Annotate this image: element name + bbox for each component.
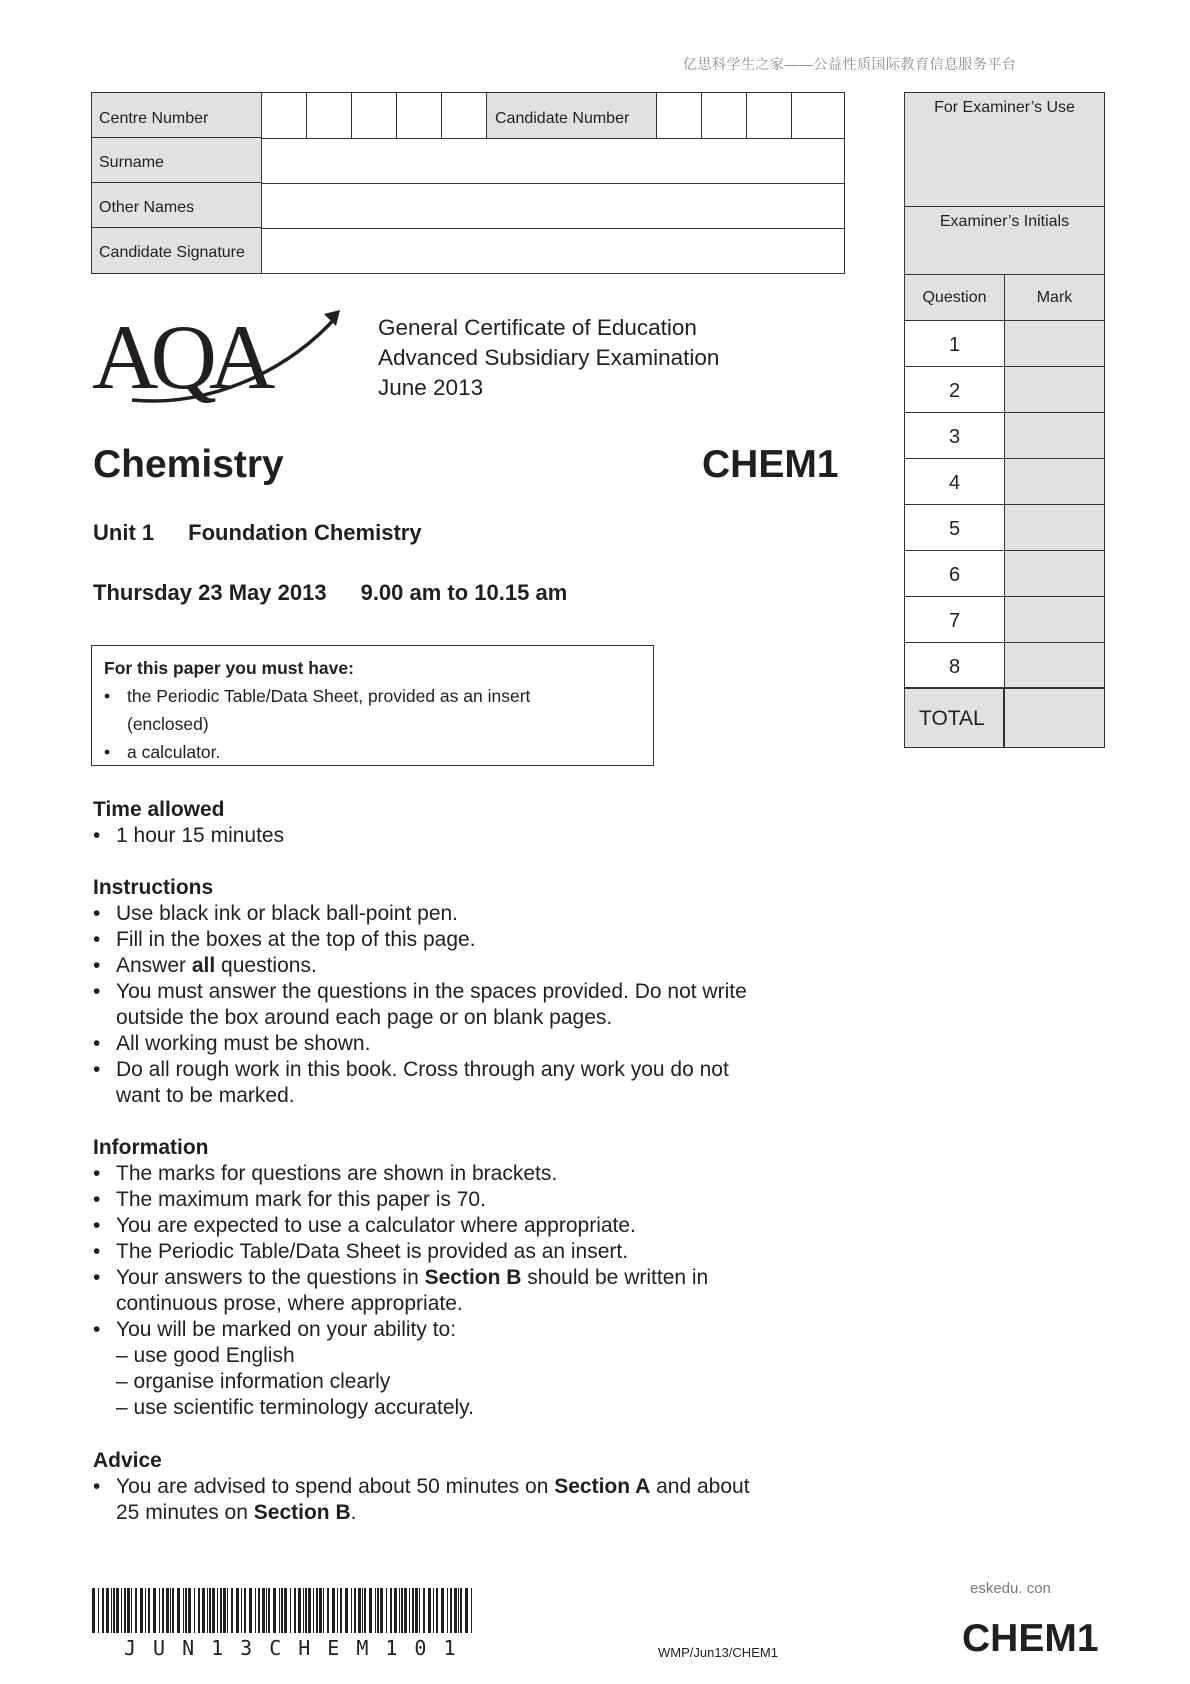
question-number: 2 (905, 367, 1005, 413)
examiner-use-table (904, 92, 1105, 748)
materials-item: • a calculator. (104, 738, 641, 766)
mark-cell[interactable] (1005, 643, 1104, 689)
centre-number-box[interactable] (307, 93, 352, 138)
question-number: 7 (905, 597, 1005, 643)
mark-cell[interactable] (1005, 413, 1104, 459)
question-number: 3 (905, 413, 1005, 459)
site-watermark: eskedu. con (970, 1580, 1051, 1597)
candidate-number-box[interactable] (792, 93, 837, 138)
other-names-field[interactable] (262, 183, 844, 229)
list-item: • You will be marked on your ability to: (93, 1317, 708, 1343)
list-item: • All working must be shown. (93, 1031, 747, 1057)
exam-date: Thursday 23 May 2013 (93, 580, 327, 605)
list-item: • The marks for questions are shown in brackets. (93, 1161, 708, 1187)
materials-box (91, 645, 654, 766)
total-label: TOTAL (905, 689, 1005, 747)
unit-number: Unit 1 (93, 520, 155, 545)
centre-number-box[interactable] (352, 93, 397, 138)
materials-item-continued: (enclosed) (127, 714, 209, 734)
list-item: • The Periodic Table/Data Sheet is provided as an insert. (93, 1239, 708, 1265)
list-item: • 1 hour 15 minutes (93, 823, 284, 849)
sub-item: – use good English (116, 1344, 295, 1367)
candidate-details-box (91, 92, 845, 274)
list-item: • You must answer the questions in the spaces provided. Do not write (93, 979, 747, 1005)
question-number: 5 (905, 505, 1005, 551)
paper-code: CHEM1 (702, 443, 839, 486)
qualification-info (378, 313, 719, 403)
list-item: • Fill in the boxes at the top of this page. (93, 927, 747, 953)
centre-number-box[interactable] (442, 93, 487, 138)
other-names-label: Other Names (92, 183, 262, 228)
list-item-continued: want to be marked. (116, 1084, 295, 1107)
list-item-continued: 25 minutes on Section B. (116, 1501, 357, 1524)
mark-cell[interactable] (1005, 459, 1104, 505)
time-allowed-section (93, 797, 284, 849)
section-heading: Advice (93, 1449, 162, 1472)
list-item: • Do all rough work in this book. Cross through any work you do not (93, 1057, 747, 1083)
aqa-logo (92, 308, 342, 413)
mark-header: Mark (1005, 275, 1104, 321)
subject-title: Chemistry (93, 443, 284, 486)
barcode-text: JUN13CHEM101 (124, 1636, 473, 1660)
unit-title: Foundation Chemistry (188, 520, 422, 545)
exam-time: 9.00 am to 10.15 am (360, 580, 568, 605)
list-item-continued: outside the box around each page or on blank pages. (116, 1006, 613, 1029)
list-item: • The maximum mark for this paper is 70. (93, 1187, 708, 1213)
mark-cell[interactable] (1005, 505, 1104, 551)
svg-text:AQA: AQA (92, 308, 268, 408)
examiner-use-heading: For Examiner’s Use (905, 93, 1104, 207)
mark-cell[interactable] (1005, 367, 1104, 413)
list-item: • Your answers to the questions in Section B should be written in (93, 1265, 708, 1291)
qualification-line: General Certificate of Education (378, 315, 697, 340)
barcode (92, 1588, 477, 1638)
surname-label: Surname (92, 138, 262, 183)
list-item-continued: continuous prose, where appropriate. (116, 1292, 463, 1315)
sub-item: – use scientific terminology accurately. (116, 1396, 474, 1419)
surname-field[interactable] (262, 138, 844, 184)
unit-line (93, 520, 422, 546)
materials-item: • the Periodic Table/Data Sheet, provided as an insert (104, 682, 641, 710)
date-line (93, 580, 567, 606)
section-heading: Time allowed (93, 798, 225, 821)
examiner-initials-label: Examiner’s Initials (905, 207, 1104, 275)
list-item: • You are expected to use a calculator where appropriate. (93, 1213, 708, 1239)
mark-cell[interactable] (1005, 551, 1104, 597)
candidate-number-box[interactable] (657, 93, 702, 138)
watermark-text: 亿思科学生之家——公益性质国际教育信息服务平台 (683, 56, 1017, 72)
list-item: • Use black ink or black ball-point pen. (93, 901, 747, 927)
mark-cell[interactable] (1005, 597, 1104, 643)
question-number: 4 (905, 459, 1005, 505)
question-number: 6 (905, 551, 1005, 597)
centre-number-box[interactable] (262, 93, 307, 138)
number-row (262, 93, 844, 139)
list-item: • Answer all questions. (93, 953, 747, 979)
advice-section (93, 1448, 750, 1526)
candidate-number-label: Candidate Number (487, 93, 657, 138)
question-header: Question (905, 275, 1005, 321)
centre-number-label: Centre Number (92, 93, 262, 138)
signature-label: Candidate Signature (92, 228, 262, 273)
materials-heading: For this paper you must have: (104, 658, 354, 678)
section-heading: Information (93, 1136, 209, 1159)
mark-cell[interactable] (1005, 321, 1104, 367)
signature-field[interactable] (262, 228, 844, 273)
candidate-number-box[interactable] (702, 93, 747, 138)
qualification-line: Advanced Subsidiary Examination (378, 345, 720, 370)
question-number: 1 (905, 321, 1005, 367)
centre-number-box[interactable] (397, 93, 442, 138)
total-mark-cell[interactable] (1005, 689, 1104, 747)
paper-reference: WMP/Jun13/CHEM1 (658, 1645, 778, 1660)
information-section (93, 1135, 708, 1421)
footer-paper-code: CHEM1 (962, 1617, 1099, 1660)
section-heading: Instructions (93, 876, 214, 899)
sub-item: – organise information clearly (116, 1370, 391, 1393)
question-number: 8 (905, 643, 1005, 689)
exam-session: June 2013 (378, 375, 484, 400)
candidate-number-box[interactable] (747, 93, 792, 138)
instructions-section (93, 875, 747, 1109)
list-item: • You are advised to spend about 50 minutes on Section A and about (93, 1474, 750, 1500)
